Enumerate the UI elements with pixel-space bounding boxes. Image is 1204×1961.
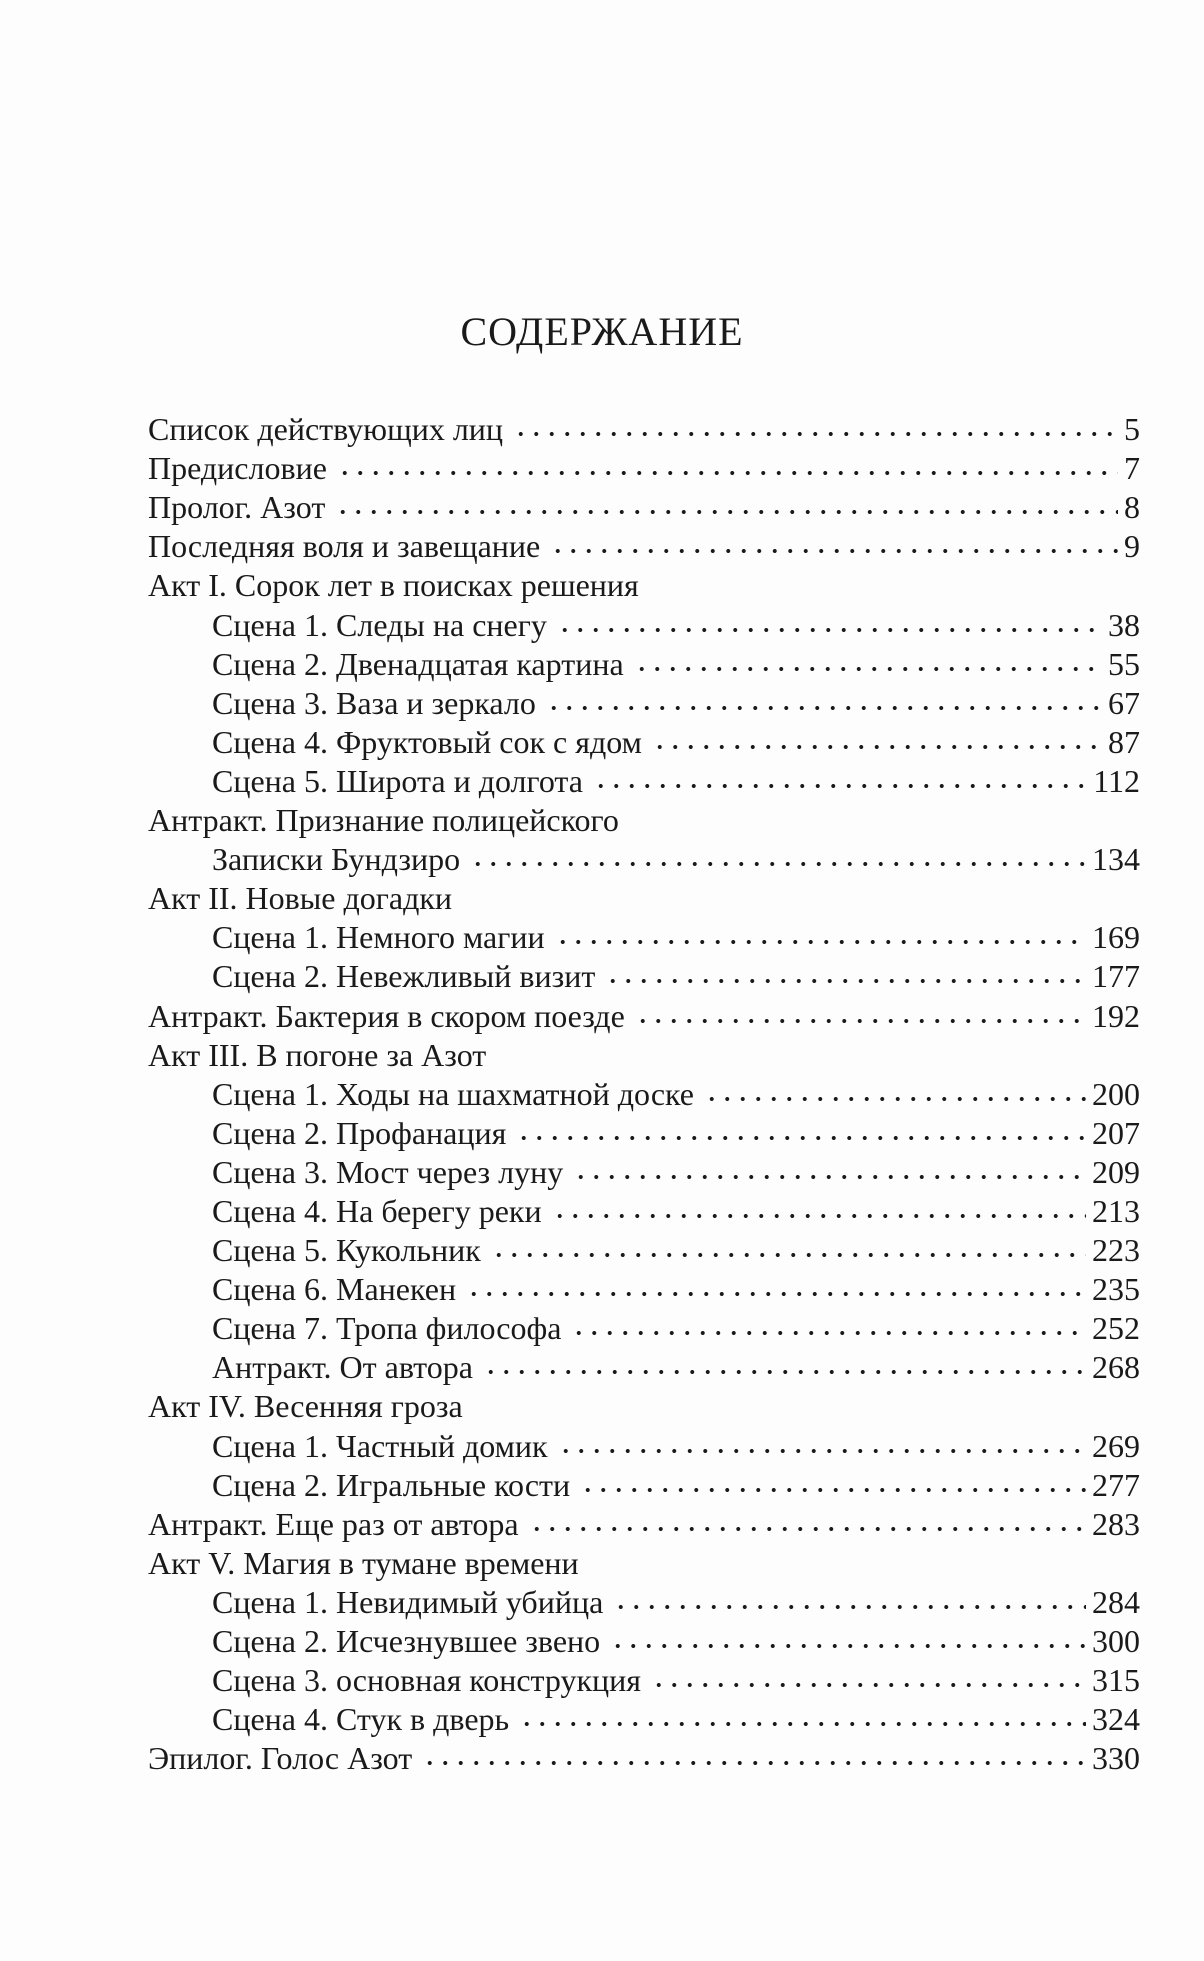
toc-page-number: 300	[1092, 1623, 1140, 1659]
toc-entry-title: Сцена 6. Манекен	[212, 1271, 457, 1308]
toc-entry-title: Сцена 1. Следы на снегу	[212, 606, 547, 643]
toc-entry	[148, 840, 1140, 879]
dot-leader	[422, 1758, 1086, 1768]
dot-leader	[483, 1367, 1086, 1377]
toc-page-number: 284	[1092, 1583, 1140, 1620]
toc-page-number: 209	[1092, 1153, 1140, 1190]
dot-leader	[546, 703, 1102, 713]
toc-page-number: 67	[1108, 684, 1140, 721]
toc-page-number: 235	[1092, 1271, 1140, 1308]
toc-entry	[148, 1544, 1140, 1583]
toc-entry-title: Последняя воля и завещание	[148, 528, 541, 565]
table-of-contents	[148, 410, 1140, 1778]
toc-page-number: 223	[1092, 1232, 1140, 1269]
dot-leader	[580, 1485, 1086, 1495]
toc-entry	[148, 879, 1140, 918]
toc-page-number: 324	[1092, 1701, 1140, 1738]
toc-entry-title: Сцена 1. Ходы на шахматной доске	[212, 1075, 694, 1112]
toc-entry	[148, 1231, 1140, 1270]
dot-leader	[557, 625, 1102, 635]
toc-entry-title: Сцена 1. Немного магии	[212, 919, 545, 956]
toc-entry-title: Антракт. Бактерия в скором поезде	[148, 997, 625, 1034]
toc-entry-title: Антракт. Еще раз от автора	[148, 1505, 519, 1542]
toc-entry-title: Пролог. Азот	[148, 489, 326, 526]
toc-page-number: 268	[1092, 1349, 1140, 1386]
dot-leader	[651, 1680, 1086, 1690]
toc-entry	[148, 645, 1140, 684]
toc-page-number: 330	[1092, 1740, 1140, 1777]
toc-entry-title: Сцена 5. Кукольник	[212, 1232, 481, 1269]
toc-entry	[148, 1114, 1140, 1153]
dot-leader	[634, 664, 1102, 674]
dot-leader	[335, 507, 1118, 517]
toc-entry	[148, 1700, 1140, 1739]
toc-entry-title: Сцена 2. Игральные кости	[212, 1466, 571, 1503]
toc-page-number: 177	[1092, 958, 1140, 995]
toc-entry	[148, 918, 1140, 957]
dot-leader	[337, 468, 1118, 478]
dot-leader	[466, 1289, 1086, 1299]
toc-entry	[148, 1387, 1140, 1426]
dot-leader	[491, 1250, 1086, 1260]
toc-entry	[148, 1075, 1140, 1114]
dot-leader	[593, 781, 1087, 791]
toc-entry-title: Акт I. Сорок лет в поисках решения	[148, 567, 639, 604]
toc-page-number: 207	[1092, 1114, 1140, 1151]
toc-entry	[148, 1583, 1140, 1622]
toc-page-number: 283	[1092, 1505, 1140, 1542]
toc-entry-title: Записки Бундзиро	[212, 841, 461, 878]
toc-entry	[148, 1036, 1140, 1075]
toc-entry-title: Сцена 5. Широта и долгота	[212, 762, 583, 799]
dot-leader	[635, 1016, 1086, 1026]
toc-entry	[148, 1739, 1140, 1778]
toc-page-number: 252	[1092, 1310, 1140, 1347]
toc-entry-title: Акт II. Новые догадки	[148, 880, 453, 917]
toc-entry	[148, 527, 1140, 566]
dot-leader	[558, 1446, 1086, 1456]
dot-leader	[513, 429, 1118, 439]
dot-leader	[529, 1524, 1086, 1534]
toc-entry-title: Сцена 7. Тропа философа	[212, 1310, 562, 1347]
toc-entry	[148, 605, 1140, 644]
page-title: СОДЕРЖАНИЕ	[460, 309, 744, 354]
dot-leader	[571, 1328, 1086, 1338]
toc-entry-title: Сцена 2. Исчезнувшее звено	[212, 1623, 601, 1659]
dot-leader	[552, 1211, 1086, 1221]
toc-page-number: 7	[1124, 450, 1140, 487]
toc-entry-title: Сцена 2. Невежливый визит	[212, 958, 596, 995]
toc-entry	[148, 1192, 1140, 1231]
toc-entry	[148, 684, 1140, 723]
dot-leader	[519, 1719, 1086, 1729]
toc-page-number: 9	[1124, 528, 1140, 565]
toc-entry-title: Сцена 3. Ваза и зеркало	[212, 684, 536, 721]
toc-page-number: 8	[1124, 489, 1140, 526]
toc-page-number: 192	[1092, 997, 1140, 1034]
dot-leader	[555, 937, 1086, 947]
toc-entry	[148, 449, 1140, 488]
toc-page-number: 38	[1108, 606, 1140, 643]
toc-entry-title: Сцена 2. Профанация	[212, 1114, 507, 1151]
dot-leader	[613, 1602, 1086, 1612]
toc-entry-title: Сцена 1. Частный домик	[212, 1427, 548, 1464]
toc-page-number: 87	[1108, 723, 1140, 760]
dot-leader	[470, 859, 1086, 869]
toc-entry	[148, 762, 1140, 801]
toc-entry	[148, 801, 1140, 840]
toc-entry-title: Сцена 1. Невидимый убийца	[212, 1583, 604, 1620]
toc-entry	[148, 1505, 1140, 1544]
toc-page-number: 169	[1092, 919, 1140, 956]
toc-entry-title: Сцена 3. Мост через луну	[212, 1153, 564, 1190]
toc-entry-title: Список действующих лиц	[148, 411, 504, 448]
toc-entry-title: Сцена 3. основная конструкция	[212, 1662, 641, 1699]
toc-entry-title: Эпилог. Голос Азот	[148, 1740, 413, 1777]
dot-leader	[605, 976, 1086, 986]
toc-page-number: 315	[1092, 1662, 1140, 1699]
toc-entry-title: Сцена 4. Фруктовый сок с ядом	[212, 723, 642, 760]
toc-entry	[148, 488, 1140, 527]
dot-leader	[516, 1133, 1086, 1143]
toc-entry	[148, 1466, 1140, 1505]
toc-entry	[148, 1661, 1140, 1700]
toc-page-number: 5	[1124, 411, 1140, 448]
toc-entry-title: Акт IV. Весенняя гроза	[148, 1388, 463, 1425]
toc-entry-title: Сцена 2. Двенадцатая картина	[212, 645, 624, 682]
toc-page-number: 55	[1108, 645, 1140, 682]
toc-entry	[148, 566, 1140, 605]
toc-entry-title: Антракт. Признание полицейского	[148, 802, 619, 839]
toc-entry	[148, 1348, 1140, 1387]
dot-leader	[610, 1641, 1086, 1651]
toc-entry	[148, 957, 1140, 996]
toc-page-number: 134	[1092, 841, 1140, 878]
toc-entry-title: Сцена 4. На берегу реки	[212, 1192, 542, 1229]
toc-entry	[148, 1622, 1140, 1661]
toc-entry-title: Предисловие	[148, 450, 327, 487]
toc-page-number: 269	[1092, 1427, 1140, 1464]
toc-page-number: 213	[1092, 1192, 1140, 1229]
toc-page-number: 277	[1092, 1466, 1140, 1503]
toc-entry	[148, 1426, 1140, 1465]
toc-entry	[148, 410, 1140, 449]
dot-leader	[652, 742, 1102, 752]
toc-entry	[148, 1153, 1140, 1192]
toc-entry	[148, 1270, 1140, 1309]
toc-entry-title: Акт V. Магия в тумане времени	[148, 1544, 579, 1581]
dot-leader	[573, 1172, 1086, 1182]
toc-entry	[148, 1309, 1140, 1348]
toc-page-number: 112	[1093, 762, 1140, 799]
toc-entry-title: Акт III. В погоне за Азот	[148, 1036, 487, 1073]
toc-entry-title: Сцена 4. Стук в дверь	[212, 1701, 510, 1738]
toc-entry	[148, 996, 1140, 1035]
toc-entry-title: Антракт. От автора	[212, 1349, 473, 1386]
dot-leader	[550, 546, 1118, 556]
dot-leader	[704, 1094, 1086, 1104]
toc-entry	[148, 723, 1140, 762]
toc-page-number: 200	[1092, 1075, 1140, 1112]
